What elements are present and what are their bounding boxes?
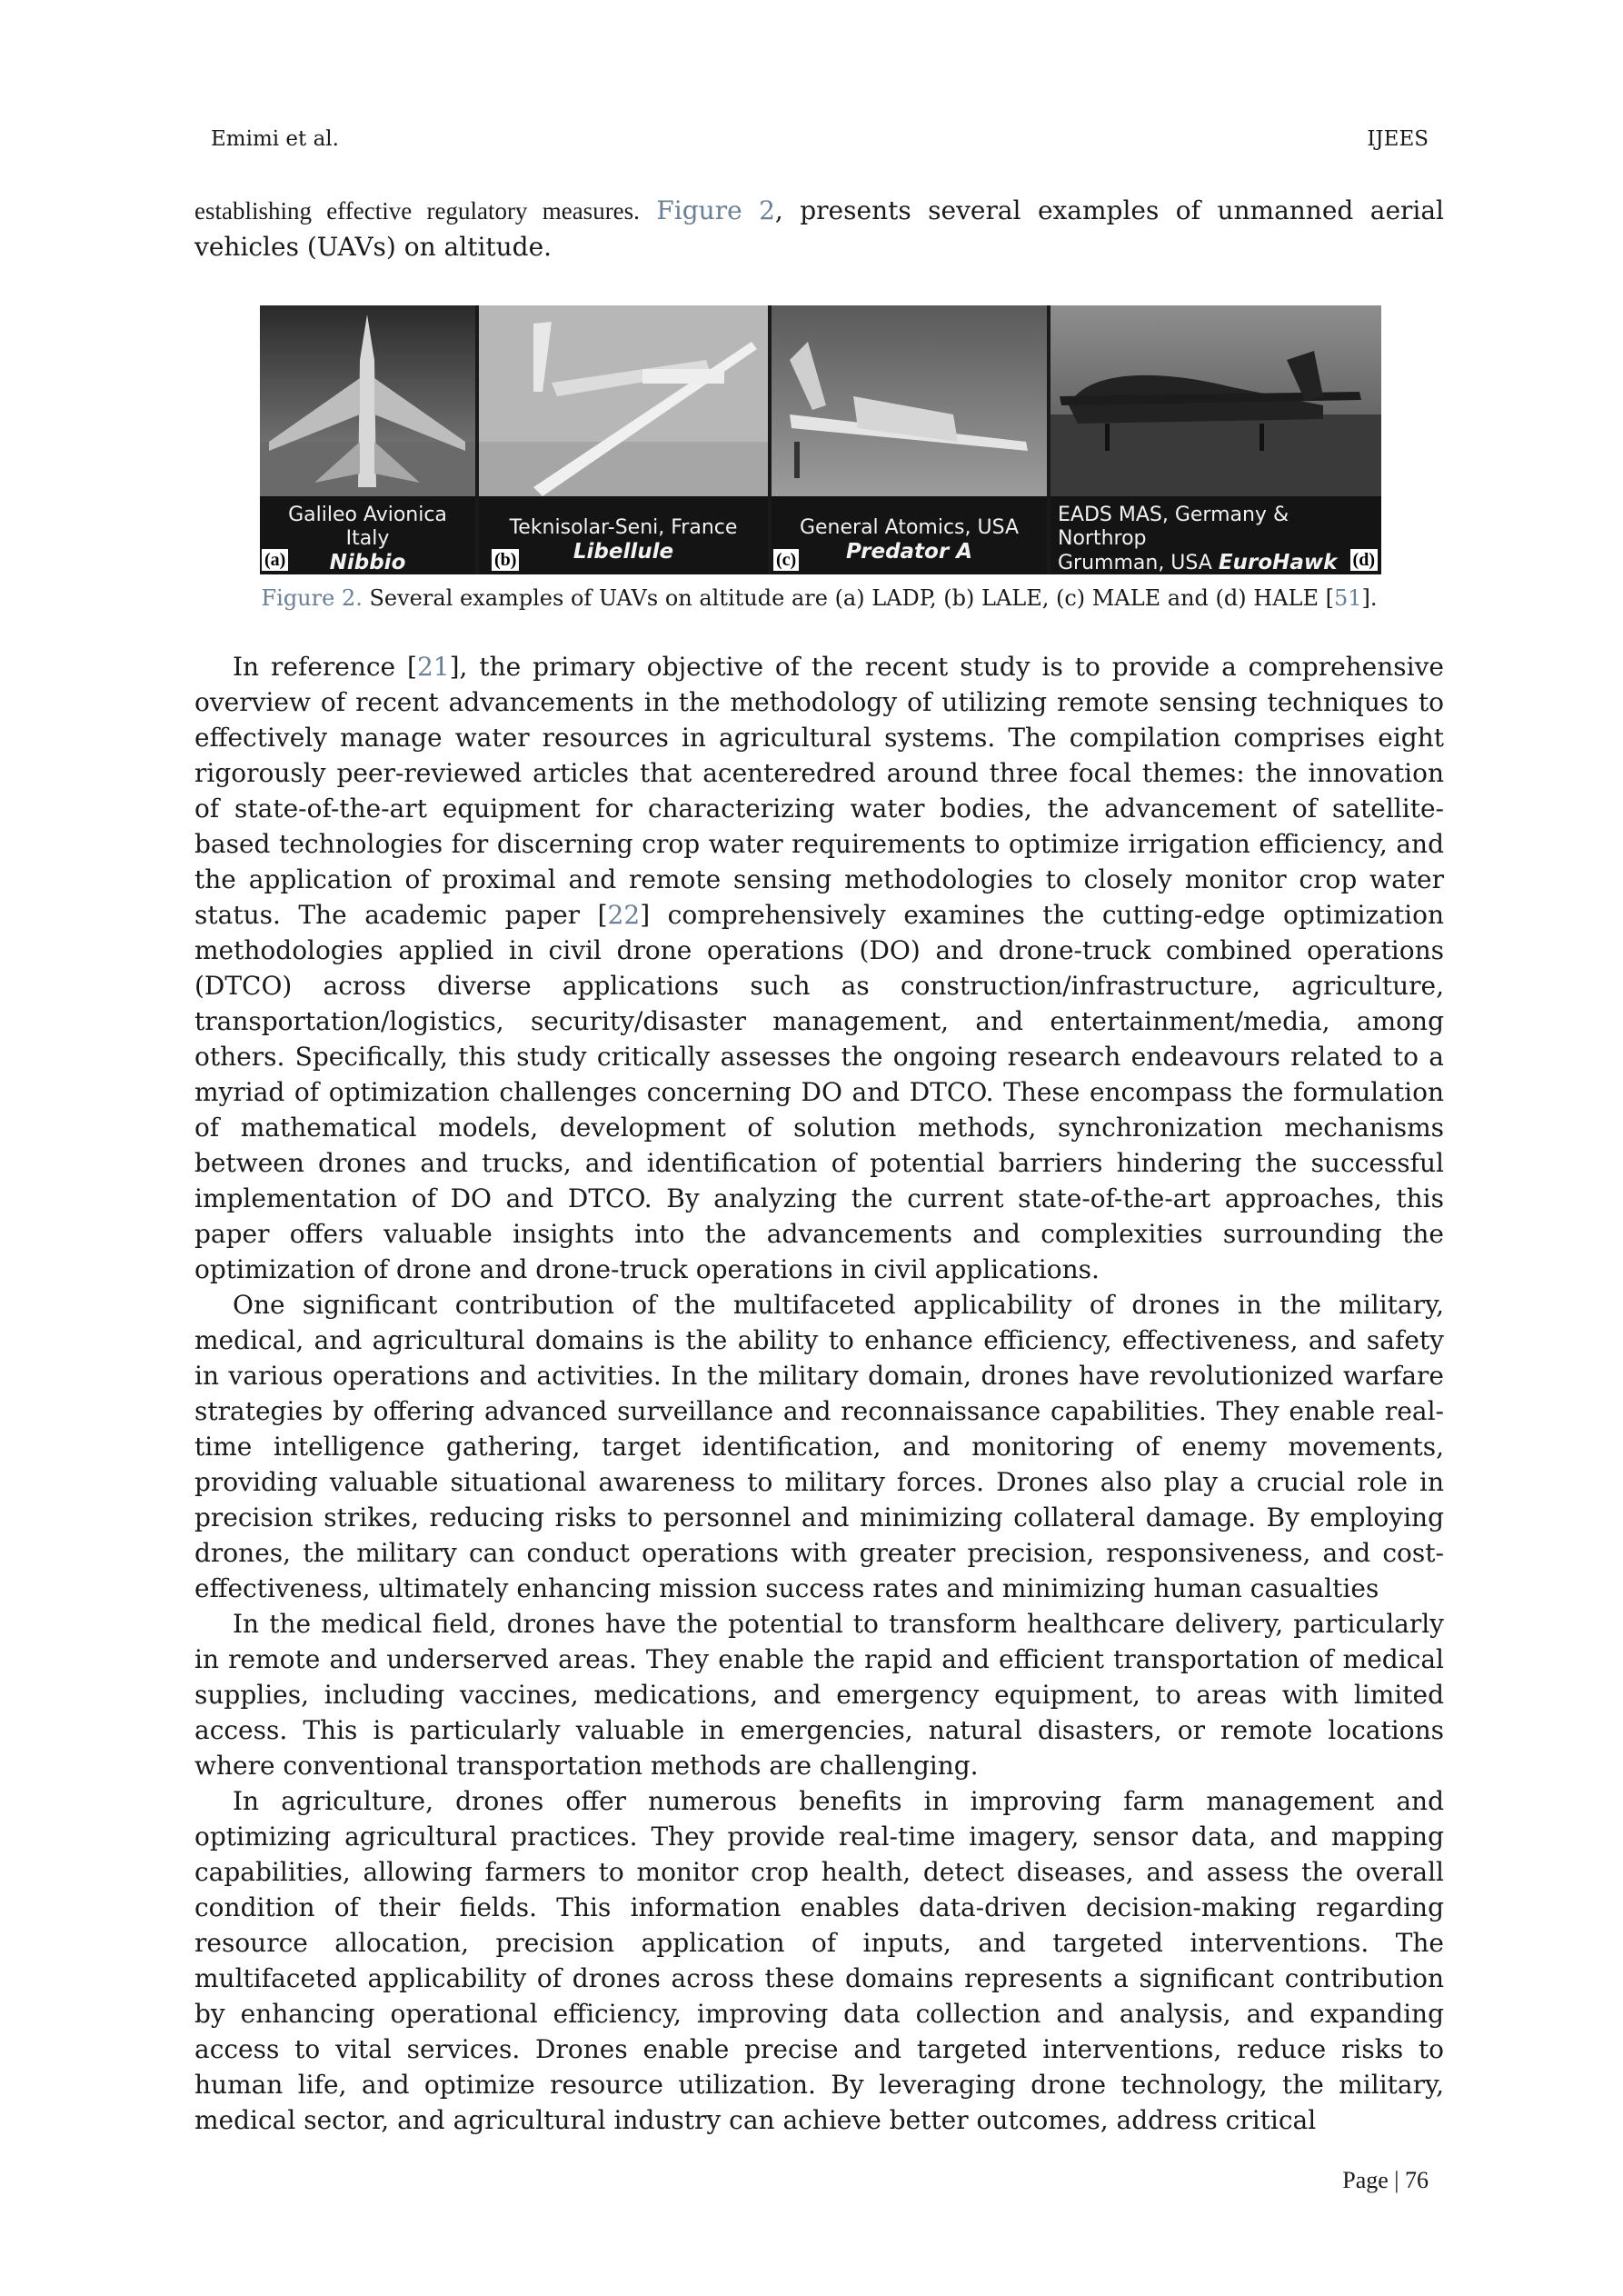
figure-caption: Figure 2. Several examples of UAVs on altitude are (a) LADP, (b) LALE, (c) MALE and (d) HALE [51]. [261, 585, 1378, 611]
caption-citation-link[interactable]: 51 [1333, 585, 1362, 611]
paragraph-4: In agriculture, drones offer numerous benefits in improving farm management and optimizing agricultural practices. They provide real-time imagery, sensor data, and mapping capabilities, allowing farmers to monitor crop health, detect diseases, and assess the overall condition of their fields. This information enables data-driven decision-making regarding resource allocation, precision application of inputs, and targeted interventions. The multifaceted applicability of drones across these domains represents a significant contribution by enhancing operational efficiency, improving data collection and analysis, and expanding access to vital services. Drones enable precise and targeted interventions, reduce risks to human life, and optimize resource utilization. By leveraging drone technology, the military, medical sector, and agricultural industry can achieve better outcomes, address critical [194, 1786, 1444, 2135]
panel-d-tag: (d) [1350, 549, 1378, 571]
panel-b-caption: Teknisolar-Seni, France Libellule [479, 496, 768, 574]
figure-panel-d [1050, 305, 1381, 574]
panel-d-caption: EADS MAS, Germany & Northrop Grumman, USA EuroHawk [1050, 496, 1381, 574]
figure-caption-label: Figure 2. [261, 585, 363, 611]
figure-2-link[interactable]: Figure 2 [656, 195, 775, 225]
header-authors: Emimi et al. [211, 127, 339, 151]
citation-21-link[interactable]: 21 [416, 652, 450, 682]
citation-22-link[interactable]: 22 [607, 900, 641, 930]
page-number: Page | 76 [1342, 2167, 1429, 2193]
panel-b-tag: (b) [492, 549, 519, 571]
figure-panel-c [772, 305, 1047, 574]
panel-c-caption: General Atomics, USA Predator A [772, 496, 1047, 574]
intro-paragraph [194, 193, 1444, 265]
header-journal: IJEES [1367, 127, 1429, 151]
figure-panel-b [479, 305, 768, 574]
panel-a-tag: (a) [262, 549, 288, 571]
running-header [211, 127, 1429, 158]
intro-lead: establishing effective regulatory measures. [194, 197, 640, 225]
figure-2-image [260, 305, 1381, 574]
paragraph-1: In reference [21], the primary objective of the recent study is to provide a comprehensive overview of recent advancements in the methodology of utilizing remote sensing techniques to effectively manage water resources in agricultural systems. The compilation comprises eight rigorously peer-reviewed articles that acenteredred around three focal themes: the innovation of state-of-the-art equipment for characterizing water bodies, the advancement of satellite-based technologies for discerning crop water requirements to optimize irrigation efficiency, and the application of proximal and remote sensing methodologies to closely monitor crop water status. The academic paper [22] comprehensively examines the cutting-edge optimization methodologies applied in civil drone operations (DO) and drone-truck combined operations (DTCO) across diverse applications such as construction/infrastructure, agriculture, transportation/logistics, security/disaster management, and entertainment/media, among others. Specifically, this study critically assesses the ongoing research endeavours related to a myriad of optimization challenges concerning DO and DTCO. These encompass the formulation of mathematical models, development of solution methods, synchronization mechanisms between drones and trucks, and identification of potential barriers hindering the successful implementation of DO and DTCO. By analyzing the current state-of-the-art approaches, this paper offers valuable insights into the advancements and complexities surrounding the optimization of drone and drone-truck operations in civil applications. [194, 652, 1444, 1284]
paragraph-2: One significant contribution of the multifaceted applicability of drones in the military, medical, and agricultural domains is the ability to enhance efficiency, effectiveness, and safety in various operations and activities. In the military domain, drones have revolutionized warfare strategies by offering advanced surveillance and reconnaissance capabilities. They enable real-time intelligence gathering, target identification, and monitoring of enemy movements, providing valuable situational awareness to military forces. Drones also play a crucial role in precision strikes, reducing risks to personnel and minimizing collateral damage. By employing drones, the military can conduct operations with greater precision, responsiveness, and cost-effectiveness, ultimately enhancing mission success rates and minimizing human casualties [194, 1290, 1444, 1603]
body-text [194, 649, 1444, 2138]
intro-rest: , presents several examples of unmanned aerial vehicles (UAVs) on altitude. [194, 195, 1445, 262]
paragraph-3: In the medical field, drones have the potential to transform healthcare delivery, particularly in remote and underserved areas. They enable the rapid and efficient transportation of medical supplies, including vaccines, medications, and emergency equipment, to areas with limited access. This is particularly valuable in emergencies, natural disasters, or remote locations where conventional transportation methods are challenging. [194, 1609, 1444, 1781]
figure-panel-a [260, 305, 475, 574]
panel-c-tag: (c) [773, 549, 799, 571]
panel-a-caption: Galileo Avionica Italy Nibbio [260, 496, 475, 574]
